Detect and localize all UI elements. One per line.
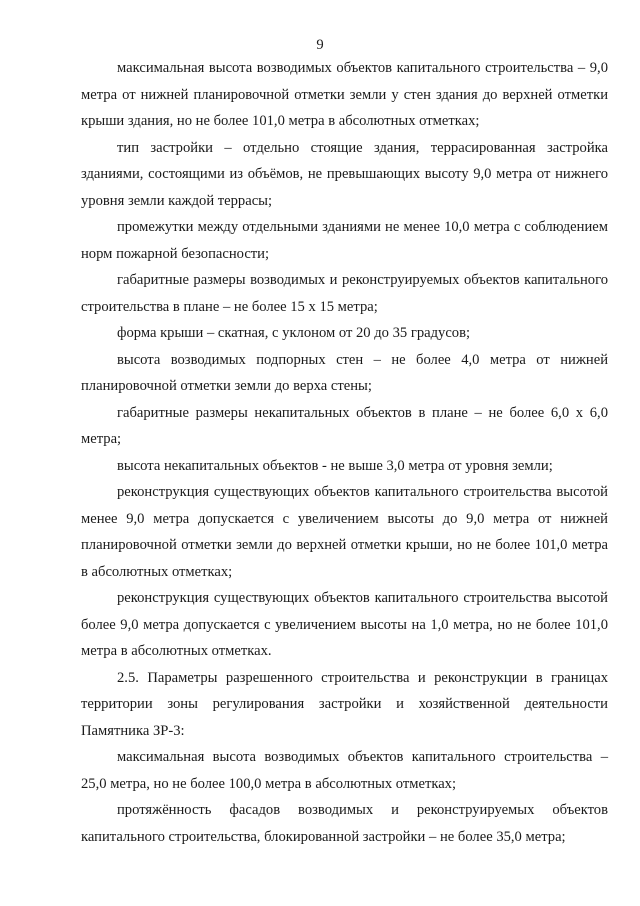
paragraph-overall-dimensions: габаритные размеры возводимых и реконструируемых объектов капитального строительства в плане – не более 15 х 15 метра; bbox=[81, 272, 608, 315]
document-body bbox=[81, 55, 608, 850]
page-number: 9 bbox=[316, 37, 324, 53]
paragraph-zr3-facade-length: протяжённость фасадов возводимых и реконструируемых объектов капитального строительства, блокированной застройки – не более 35,0 метра; bbox=[81, 802, 608, 845]
paragraph-retaining-walls: высота возводимых подпорных стен – не более 4,0 метра от нижней планировочной отметки земли до верха стены; bbox=[81, 351, 608, 394]
section-heading-2-5: 2.5. Параметры разрешенного строительства и реконструкции в границах территории зоны регулирования застройки и хозяйственной деятельности Памятника ЗР-3: bbox=[81, 669, 608, 739]
paragraph-zr3-max-height: максимальная высота возводимых объектов капитального строительства – 25,0 метра, но не более 100,0 метра в абсолютных отметках; bbox=[81, 749, 608, 792]
paragraph-gaps-between-buildings: промежутки между отдельными зданиями не менее 10,0 метра с соблюдением норм пожарной безопасности; bbox=[81, 219, 608, 262]
paragraph-reconstruction-below-9m: реконструкция существующих объектов капитального строительства высотой менее 9,0 метра допускается с увеличением высоты до 9,0 метра от нижней планировочной отметки земли до верхней отметки крыши, но не более 101,0 метра в абсолютных отметках; bbox=[81, 484, 608, 580]
paragraph-max-height: максимальная высота возводимых объектов капитального строительства – 9,0 метра от нижней планировочной отметки земли у стен здания до верхней отметки крыши здания, но не более 101,0 метра в абсолютных отметках; bbox=[81, 60, 608, 129]
paragraph-noncapital-height: высота некапитальных объектов - не выше 3,0 метра от уровня земли; bbox=[117, 457, 553, 474]
paragraph-building-type: тип застройки – отдельно стоящие здания, террасированная застройка зданиями, состоящими из объёмов, не превышающих высоту 9,0 метра от нижнего уровня земли каждой террасы; bbox=[81, 139, 608, 209]
paragraph-roof-shape: форма крыши – скатная, с уклоном от 20 до 35 градусов; bbox=[117, 325, 471, 341]
paragraph-reconstruction-above-9m: реконструкция существующих объектов капитального строительства высотой более 9,0 метра допускается с увеличением высоты на 1,0 метра, но не более 101,0 метра в абсолютных отметках. bbox=[81, 590, 608, 659]
paragraph-noncapital-dimensions: габаритные размеры некапитальных объектов в плане – не более 6,0 х 6,0 метра; bbox=[81, 404, 608, 447]
